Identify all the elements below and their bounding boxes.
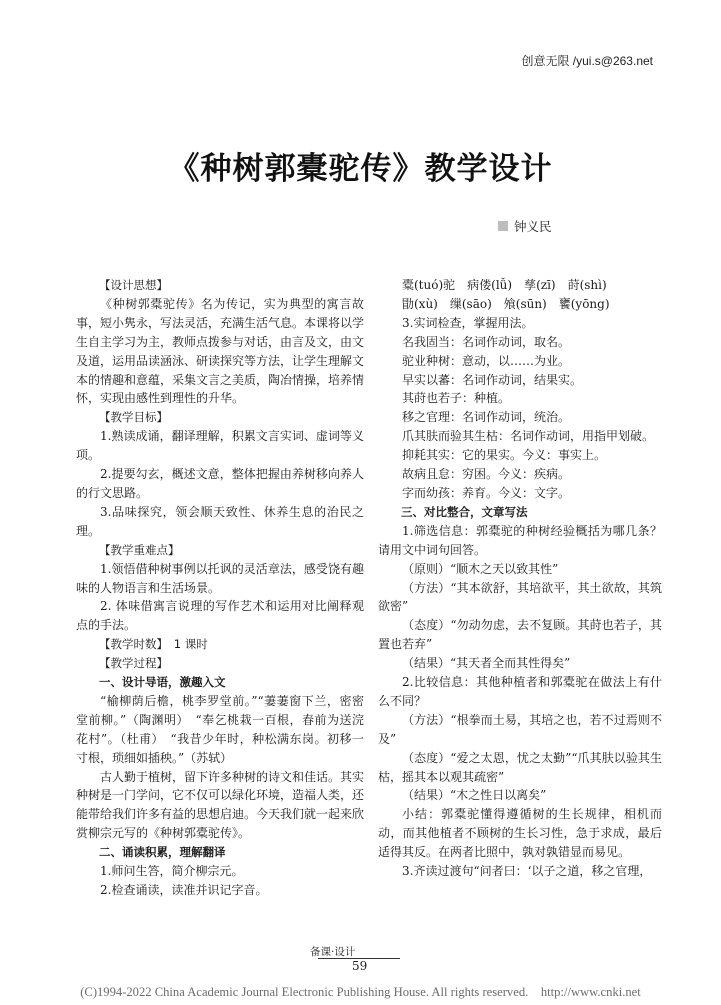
author-name: 钟义民 — [514, 219, 552, 234]
section-heading: 三、对比整合，文章写法 — [401, 504, 528, 519]
paragraph: 2.检查诵读，读准并识记字音。 — [100, 883, 268, 897]
paragraph: （态度）“勿动勿虑，去不复顾。其莳也若子，其置也若弃” — [378, 618, 662, 652]
paragraph: 3.品味探究，领会顺天致性、休养生息的治民之理。 — [76, 504, 364, 538]
paragraph: 爪其肤而验其生枯：名词作动词，用指甲划破。 — [402, 429, 655, 444]
paragraph: 小结：郭橐驼懂得遵循树的生长规律，相机而动，而其他植者不顾树的生长习性，急于求成，最后适得其反。在两者比照中，孰对孰错显而易见。 — [378, 807, 662, 860]
paragraph: （结果）“木之性日以离矣” — [402, 788, 547, 803]
paragraph: 2.比较信息：其他种植者和郭橐驼在做法上有什么不同？ — [378, 675, 662, 708]
paragraph: 故病且怠：穷困。今义：疾病。 — [402, 467, 571, 482]
article-title: 《种树郭橐驼传》教学设计 — [168, 151, 553, 187]
paragraph: （态度）“爱之太恩，忧之太勤”“爪其肤以验其生枯，摇其本以观其疏密” — [378, 750, 662, 784]
paragraph: 名我固当：名词作动词，取名。 — [402, 334, 571, 349]
paragraph: 抑耗其实：它的果实。今义：事实上。 — [402, 448, 607, 463]
copyright-notice: (C)1994-2022 China Academic Journal Electronic Publishing House. All rights reserved. http://www.cnki.net — [80, 985, 641, 999]
paragraph: 勖(xù) 缫(sāo) 飧(sūn) 饔(yōng) — [402, 296, 610, 311]
paragraph: 驼业种树：意动，以……为业。 — [402, 353, 571, 368]
paragraph: （结果）“其天者全而其性得矣” — [402, 656, 571, 671]
paragraph: （原则）“顺木之天以致其性” — [402, 561, 559, 576]
paragraph: 1.师问生答，简介柳宗元。 — [100, 864, 244, 879]
paragraph: 古人勤于植树，留下许多种树的诗文和佳话。其实种树是一门学问，它不仅可以绿化环境，造福人类，还能带给我们许多有益的思想启迪。今天我们就一起来欣赏柳宗元写的《种树郭橐驼传》。 — [76, 769, 365, 841]
paragraph: 早实以蕃：名词作动词，结果实。 — [402, 372, 583, 387]
section-heading: 一、设计导语，激趣入文 — [99, 675, 226, 690]
paragraph: （方法）“根拳而土易，其培之也，若不过焉则不及” — [378, 712, 662, 746]
block-label: 【教学重难点】 — [99, 542, 180, 557]
block-label: 【设计思想】 — [99, 278, 168, 292]
paragraph: 3.齐读过渡句“问者曰：‘以子之道，移之官理， — [402, 864, 652, 879]
block-label: 【教学过程】 — [99, 656, 168, 671]
block-label: 【教学目标】 — [99, 410, 168, 425]
paragraph: “榆柳荫后檐，桃李罗堂前。”“萋萋窗下兰，密密堂前柳。”（陶渊明） “奉乞桃栽一百根，春前为送浣花村”。（杜甫） “我昔少年时，种松满东岗。初移一寸根，琐细如插秧。”（苏轼） — [76, 693, 364, 765]
paragraph: 1.筛选信息：郭橐驼的种树经验概括为哪几条？请用文中词句回答。 — [378, 523, 662, 557]
paragraph: 1.熟读成诵，翻译理解，积累文言实词、虚词等义项。 — [76, 429, 364, 463]
author-marker-icon — [498, 221, 508, 231]
paragraph: （方法）“其本欲舒，其培欲平，其土欲故，其筑欲密” — [378, 580, 662, 614]
paragraph: 3.实词检查，掌握用法。 — [402, 315, 534, 330]
block-label: 【教学时数】 1 课时 — [99, 637, 208, 652]
section-heading: 二、诵读积累，理解翻译 — [99, 845, 226, 860]
paragraph: 其莳也若子：种植。 — [402, 391, 511, 406]
footer-section-label: 备课·设计 — [310, 946, 356, 958]
paragraph: 《种树郭橐驼传》名为传记，实为典型的寓言故事，短小隽永，写法灵活，充满生活气息。本课将以学生自主学习为主，教师点拨参与对话，由言及文，由文及道，运用品读涵泳、研读探究等方法，让学生理解文本的情趣和意蕴，采集文言之美质，陶冶情操，培养情怀，实现由感性到理性的升华。 — [76, 296, 365, 406]
page-number: 59 — [352, 959, 368, 973]
paragraph: 2.提要勾玄，概述文意，整体把握由养树移向养人的行文思路。 — [76, 467, 364, 500]
left-column — [76, 276, 364, 900]
author-line — [498, 217, 552, 235]
paragraph: 橐(tuó)驼 病偻(lǚ) 孳(zī) 莳(shì) — [402, 278, 607, 292]
paragraph: 字而幼孩：养育。今义：文字。 — [402, 485, 571, 500]
paragraph: 2. 体味借寓言说理的写作艺术和运用对比阐释观点的手法。 — [76, 599, 364, 633]
paragraph: 移之官理：名词作动词，统治。 — [402, 410, 571, 425]
right-column — [378, 276, 662, 881]
journal-header-tag: 创意无限 /yui.s@263.net — [521, 54, 653, 68]
paragraph: 1.领悟借种树事例以托讽的灵活章法，感受饶有趣味的人物语言和生活场景。 — [76, 561, 364, 595]
